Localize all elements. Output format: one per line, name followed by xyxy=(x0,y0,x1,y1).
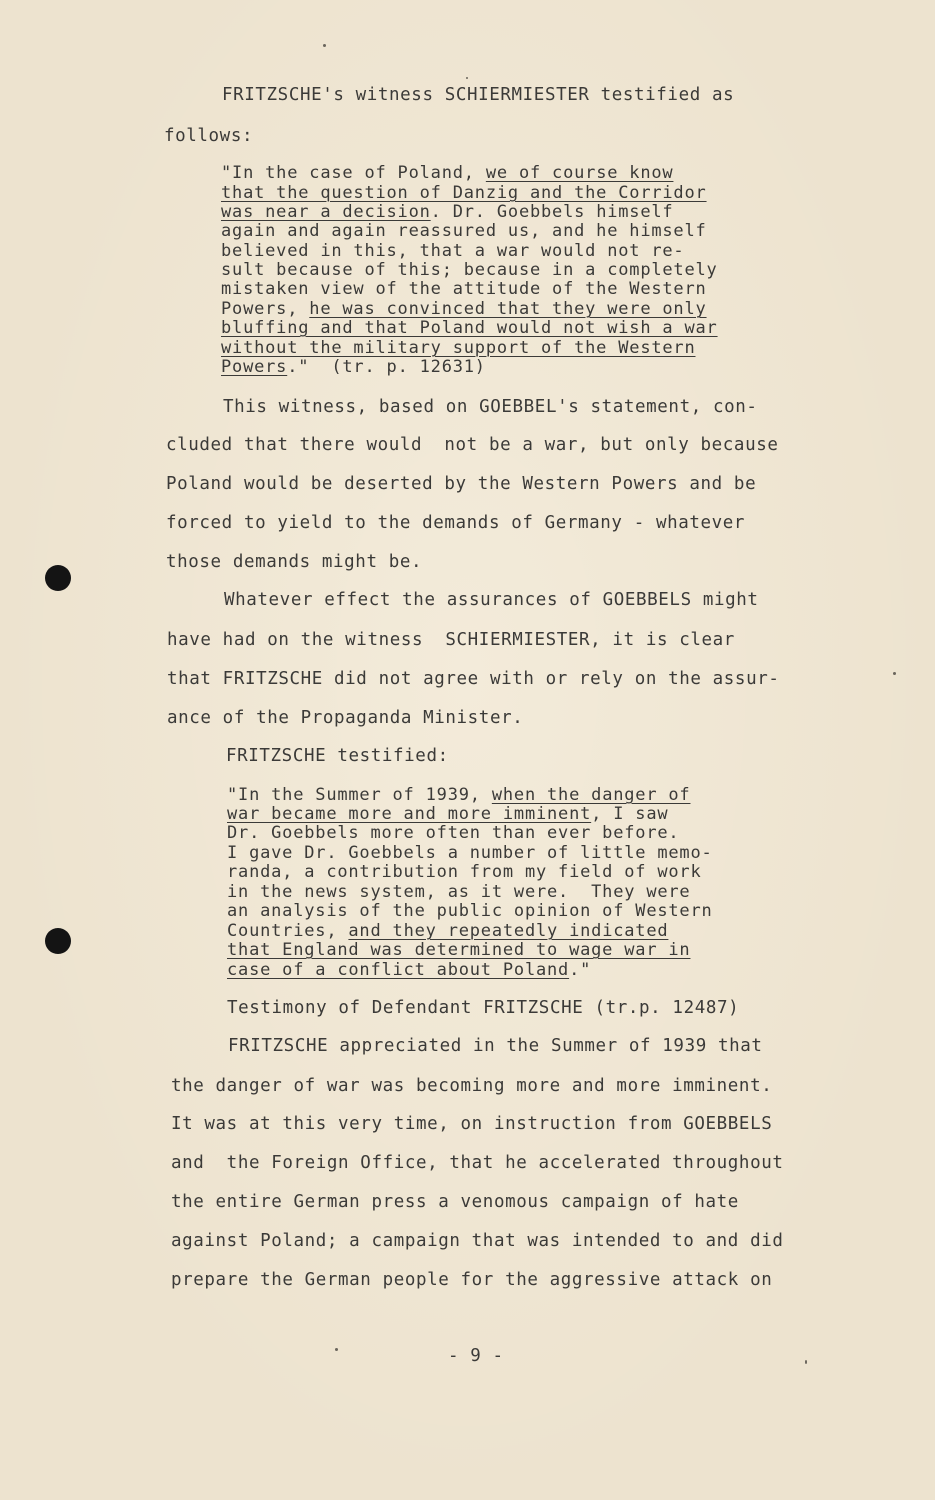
quote-1-line: Powers, he was convinced that they were only xyxy=(221,299,707,319)
quote-1-line: bluffing and that Poland would not wish a war xyxy=(221,318,718,338)
punch-hole-lower xyxy=(45,928,71,954)
paper-speck xyxy=(335,1348,338,1351)
quote-1-line: again and again reassured us, and he himself xyxy=(221,221,707,241)
testimony-citation: Testimony of Defendant FRITZSCHE (tr.p. 12487) xyxy=(227,998,740,1018)
paragraph-5-line: and the Foreign Office, that he accelerated throughout xyxy=(171,1153,784,1173)
paragraph-3-line: have had on the witness SCHIERMIESTER, it is clear xyxy=(167,630,735,650)
paper-speck xyxy=(466,77,468,79)
quote-2-line: an analysis of the public opinion of Western xyxy=(227,901,713,921)
punch-hole-upper xyxy=(45,565,71,591)
paragraph-5-line: It was at this very time, on instruction from GOEBBELS xyxy=(171,1114,773,1134)
quote-1-line: "In the case of Poland, we of course know xyxy=(221,163,674,183)
quote-1-line: sult because of this; because in a completely xyxy=(221,260,718,280)
paragraph-2-line: This witness, based on GOEBBEL's statement, con- xyxy=(223,397,758,417)
quote-2-line: randa, a contribution from my field of work xyxy=(227,862,702,882)
quote-2-line: that England was determined to wage war in xyxy=(227,940,691,960)
paragraph-5-line: against Poland; a campaign that was intended to and did xyxy=(171,1231,784,1251)
quote-2-line: Dr. Goebbels more often than ever before. xyxy=(227,823,680,843)
paragraph-2-line: forced to yield to the demands of Germany - whatever xyxy=(166,513,746,533)
quote-1-line: mistaken view of the attitude of the Western xyxy=(221,279,707,299)
paragraph-2-line: those demands might be. xyxy=(166,552,423,572)
paper-speck xyxy=(805,1360,807,1364)
page-number: - 9 - xyxy=(448,1346,504,1366)
paragraph-1-line: FRITZSCHE's witness SCHIERMIESTER testified as xyxy=(222,85,735,105)
paragraph-3-line: that FRITZSCHE did not agree with or rely on the assur- xyxy=(167,669,780,689)
paragraph-4-line: FRITZSCHE testified: xyxy=(226,746,449,766)
paragraph-5-line: FRITZSCHE appreciated in the Summer of 1939 that xyxy=(228,1036,763,1056)
paragraph-3-line: ance of the Propaganda Minister. xyxy=(167,708,524,728)
paragraph-3-line: Whatever effect the assurances of GOEBBELS might xyxy=(224,590,759,610)
quote-2-line: I gave Dr. Goebbels a number of little memo- xyxy=(227,843,713,863)
paragraph-2-line: Poland would be deserted by the Western Powers and be xyxy=(166,474,757,494)
quote-1-line: believed in this, that a war would not re- xyxy=(221,241,685,261)
quote-2-line: case of a conflict about Poland." xyxy=(227,960,592,980)
paragraph-5-line: the entire German press a venomous campaign of hate xyxy=(171,1192,739,1212)
paper-speck xyxy=(893,672,896,675)
quote-2-line: Countries, and they repeatedly indicated xyxy=(227,921,669,941)
quote-1-line: without the military support of the Western xyxy=(221,338,696,358)
paper-speck xyxy=(323,44,326,47)
quote-1-line: was near a decision. Dr. Goebbels himself xyxy=(221,202,674,222)
quote-1-line: that the question of Danzig and the Corridor xyxy=(221,183,707,203)
paragraph-1-line: follows: xyxy=(164,126,254,146)
quote-2-line: in the news system, as it were. They were xyxy=(227,882,691,902)
paragraph-5-line: prepare the German people for the aggressive attack on xyxy=(171,1270,773,1290)
paragraph-5-line: the danger of war was becoming more and more imminent. xyxy=(171,1076,773,1096)
quote-1-line: Powers." (tr. p. 12631) xyxy=(221,357,486,377)
quote-2-line: war became more and more imminent, I saw xyxy=(227,804,669,824)
paragraph-2-line: cluded that there would not be a war, but only because xyxy=(166,435,779,455)
quote-2-line: "In the Summer of 1939, when the danger of xyxy=(227,785,691,805)
